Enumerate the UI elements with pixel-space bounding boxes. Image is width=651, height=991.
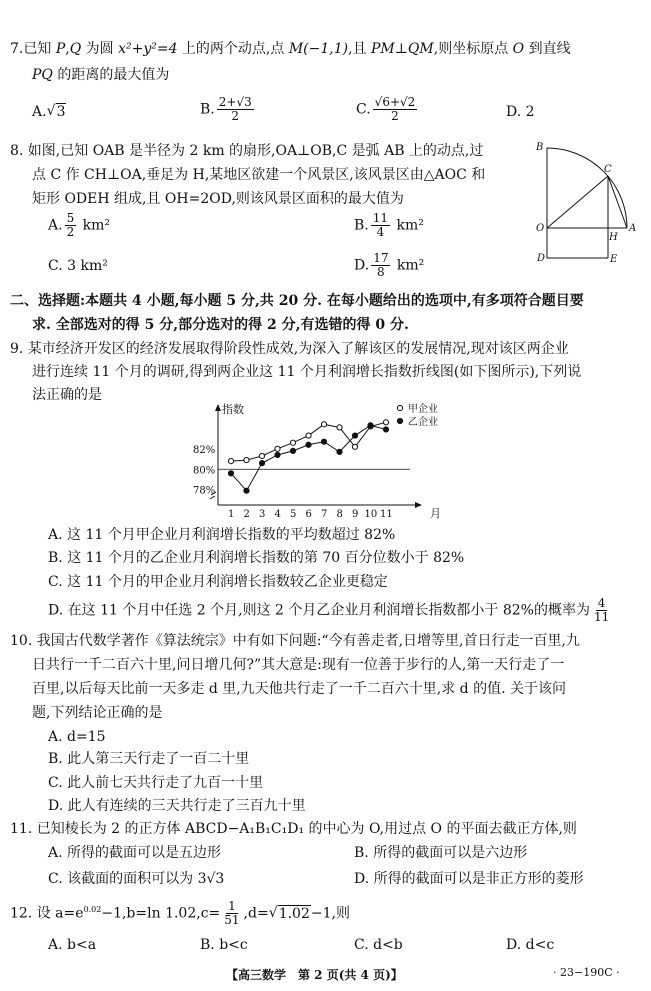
data-point <box>368 423 373 428</box>
q8-option-b: B. $\frac{11}{4}$ km² <box>354 211 424 239</box>
q7-stem-line1: 7.已知 P,Q 为圆 x²+y²=4 上的两个动点,点 M(−1,1),且 PM⊥QM,则坐标原点 O 到直线 <box>10 41 571 57</box>
q8-option-d: D. $\frac{17}{8}$ km² <box>354 251 425 279</box>
q12-option-b: B. b<c <box>200 937 248 953</box>
x-tick-label: 9 <box>352 509 359 520</box>
q7-option-b: B. $\frac{2+√3}{2}$ <box>200 95 252 123</box>
data-point <box>228 471 233 476</box>
data-point <box>290 440 295 445</box>
q12-option-d: D. d<c <box>506 937 555 953</box>
q9-option-d: D. 在这 11 个月中任选 2 个月,则这 2 个月乙企业月利润增长指数都小于 82%的概率为 $\frac{4}{11}$ <box>48 596 610 624</box>
y-tick-label: 78% <box>193 485 216 497</box>
x-axis-title: 月 <box>430 507 441 520</box>
q8-stem-line2: 点 C 作 CH⊥OA,垂足为 H,某地区欲建一个风景区,该风景区由△AOC 和 <box>32 167 486 183</box>
data-point <box>244 488 249 493</box>
label-b: B <box>536 142 544 153</box>
x-tick-label: 4 <box>274 509 281 520</box>
x-tick-label: 7 <box>321 509 328 520</box>
data-point <box>383 427 388 432</box>
q7-option-a: A.√ 3 <box>32 104 66 120</box>
x-tick-label: 11 <box>380 509 393 520</box>
q12-stem-line1: 12. 设 $a=e^{0.02}-1,b=\ln$ 1.02,c= $\frac{1}{51}$ ,d=√ 1.02−1,则 <box>10 900 350 927</box>
q11-option-a: A. 所得的截面可以是五边形 <box>48 845 222 861</box>
data-point <box>290 448 295 453</box>
label-h: H <box>609 232 618 243</box>
data-point <box>244 457 249 462</box>
q11-option-d: D. 所得的截面可以是非正方形的菱形 <box>354 871 584 887</box>
line-chart <box>190 400 460 525</box>
data-point <box>228 458 233 463</box>
q9-stem-line2: 进行连续 11 个月的调研,得到两企业这 11 个月利润增长指数折线图(如下图所示),下列说 <box>32 364 582 380</box>
q12-option-a: A. b<a <box>48 937 97 953</box>
label-o: O <box>536 223 545 234</box>
data-point <box>321 422 326 427</box>
legend-label-2: 乙企业 <box>408 417 438 428</box>
y-axis-title: 指数 <box>222 403 244 416</box>
section-heading-line2: 求. 全部选对的得 5 分,部分选对的得 2 分,有选错的得 0 分. <box>32 317 409 333</box>
q9-stem-line3: 法正确的是 <box>32 387 102 403</box>
q7-option-d: D. 2 <box>506 104 535 120</box>
data-point <box>321 439 326 444</box>
q10-option-b: B. 此人第三天行走了一百二十里 <box>48 751 250 767</box>
q8-option-c: C. 3 km² <box>48 258 108 274</box>
q8-option-a: A. $\frac{5}{2}$ km² <box>48 211 111 239</box>
y-tick-label: 80% <box>193 465 216 477</box>
data-point <box>337 449 342 454</box>
q9-option-c: C. 这 11 个月的甲企业月利润增长指数较乙企业更稳定 <box>48 574 388 590</box>
y-axis-arrow <box>215 404 221 411</box>
data-point <box>352 433 357 438</box>
q9-stem-line1: 9. 某市经济开发区的经济发展取得阶段性成效,为深入了解该区的发展情况,现对该区两企业 <box>10 341 569 357</box>
label-c: C <box>604 164 612 175</box>
data-point <box>306 433 311 438</box>
q10-option-a: A. d=15 <box>48 729 106 745</box>
segment-oc <box>547 176 608 228</box>
legend-marker-1 <box>397 405 402 410</box>
segment-ca <box>608 176 627 228</box>
arc-ab <box>547 148 627 228</box>
x-tick-label: 1 <box>228 509 235 520</box>
q10-option-c: C. 此人前七天共行走了九百一十里 <box>48 775 264 791</box>
q7-option-c: C. $\frac{√6+√2}{2}$ <box>356 95 416 123</box>
label-e: E <box>610 254 618 265</box>
x-tick-label: 8 <box>336 509 343 520</box>
x-tick-label: 10 <box>364 509 378 520</box>
q8-stem-line3: 矩形 ODEH 组成,且 OH=2OD,则该风景区面积的最大值为 <box>32 191 404 207</box>
data-point <box>337 425 342 430</box>
page-footer: 【高三数学 第 2 页(共 4 页)】 <box>226 968 403 982</box>
legend-label-1: 甲企业 <box>408 404 438 415</box>
y-tick-label: 82% <box>193 444 216 456</box>
q9-option-a: A. 这 11 个月甲企业月利润增长指数的平均数超过 82% <box>48 527 396 543</box>
q9-option-b: B. 这 11 个月的乙企业月利润增长指数的第 70 百分位数小于 82% <box>48 550 465 566</box>
label-d: D <box>537 253 546 264</box>
q10-stem-line4: 题,下列结论正确的是 <box>32 705 163 721</box>
data-point <box>352 444 357 449</box>
x-tick-label: 6 <box>305 509 312 520</box>
q11-stem-line1: 11. 已知棱长为 2 的正方体 ABCD−A₁B₁C₁D₁ 的中心为 O,用过点 O 的平面去截正方体,则 <box>10 821 577 837</box>
q7-stem-line2: PQ 的距离的最大值为 <box>32 67 170 83</box>
data-point <box>275 452 280 457</box>
sector-figure <box>530 140 645 270</box>
q10-stem-line1: 10. 我国古代数学著作《算法统宗》中有如下问题:“今有善走者,日增等里,首日行走一百里,九 <box>10 633 580 649</box>
data-point <box>306 442 311 447</box>
label-a: A <box>629 223 637 234</box>
data-point <box>259 453 264 458</box>
q11-option-c: C. 该截面的面积可以为 3√3 <box>48 871 225 887</box>
data-point <box>259 461 264 466</box>
x-axis-arrow <box>415 502 422 508</box>
legend-marker-2 <box>397 418 402 423</box>
q11-option-b: B. 所得的截面可以是六边形 <box>354 845 528 861</box>
q8-stem-line1: 8. 如图,已知 OAB 是半径为 2 km 的扇形,OA⊥OB,C 是弧 AB 上的动点,过 <box>10 143 484 159</box>
q12-option-c: C. d<b <box>354 937 403 953</box>
q10-stem-line3: 百里,以后每天比前一天多走 d 里,九天他共行走了一千二百六十里,求 d 的值. 关于该问 <box>32 681 566 697</box>
q10-stem-line2: 日共行一千二百六十里,问日增几何?”其大意是:现有一位善于步行的人,第一天行走了一 <box>32 657 565 673</box>
section-heading-line1: 二、选择题:本题共 4 小题,每小题 5 分,共 20 分. 在每小题给出的选项中,有多项符合题目要 <box>10 293 584 309</box>
data-point <box>383 420 388 425</box>
x-tick-label: 5 <box>290 509 297 520</box>
x-tick-label: 3 <box>259 509 266 520</box>
x-tick-label: 2 <box>243 509 250 520</box>
q10-option-d: D. 此人有连续的三天共行走了三百九十里 <box>48 798 306 814</box>
page-code: · 23−190C · <box>553 966 620 979</box>
data-point <box>275 446 280 451</box>
